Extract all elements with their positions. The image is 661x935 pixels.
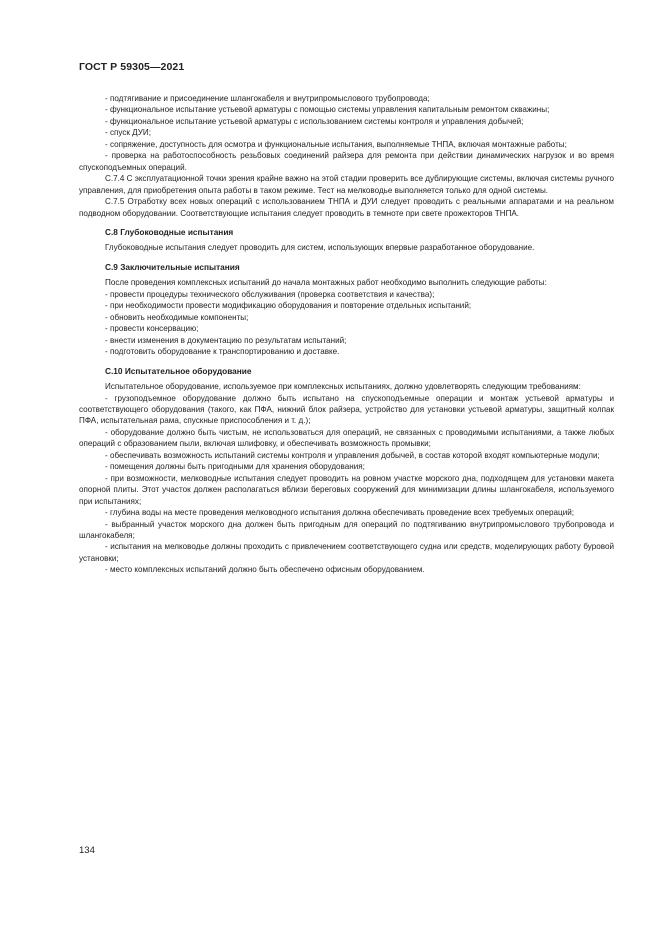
list-item: - испытания на мелководье должны проходить с привлечением соответствующего судна или средств, моделирующих работу буровой установки; bbox=[79, 542, 614, 563]
list-item: - провести консервацию; bbox=[105, 324, 199, 334]
list-item: - оборудование должно быть чистым, не использоваться для операций, не связанных с проводимыми испытаниями, а также любых операций с образованием пыли, включая шлифовку, и обеспечивать возможность промывки; bbox=[79, 427, 614, 449]
list-item: - спуск ДУИ; bbox=[105, 128, 151, 138]
list-item: - внести изменения в документацию по результатам испытаний; bbox=[105, 335, 347, 345]
list-item: - выбранный участок морского дна должен быть пригодным для операций по подтягиванию внутрипромыслового трубопровода и шлангокабеля; bbox=[79, 519, 614, 540]
list-item: - грузоподъемное оборудование должно быть испытано на спускоподъемные операции и монтаж устьевой арматуры и соответствующего оборудования (такого, как ПФА, нижний блок райзера, устройство для установки устьевой арматуры, защитный колпак ПФА, испытательная рама, спускные приспособления и т. д.); bbox=[79, 393, 614, 426]
clause-c75: С.7.5 Отработку всех новых операций с использованием ТНПА и ДУИ следует проводить с реальными аппаратами и на реальном подводном оборудовании. Соответствующие испытания следует проводить в темноте при свете прожекторов ТНПА. bbox=[79, 197, 614, 218]
list-item: - подготовить оборудование к транспортированию и доставке. bbox=[105, 347, 340, 357]
clause-c74: С.7.4 С эксплуатационной точки зрения крайне важно на этой стадии проверить все дублирующие системы, включая системы ручного управления, для приобретения опыта работы в таком режиме. Тест на мелководье выполняется только для одной системы. bbox=[79, 174, 614, 195]
paragraph: После проведения комплексных испытаний до начала монтажных работ необходимо выполнить следующие работы: bbox=[105, 278, 547, 288]
list-item: - глубина воды на месте проведения мелководного испытания должна обеспечивать проведение всех требуемых операций; bbox=[105, 508, 574, 518]
list-item: - при возможности, мелководные испытания следует проводить на ровном участке морского дна, подходящем для установки макета опорной плиты. Этот участок должен располагаться вблизи береговых сооружений для минимизации длины шлангокабеля, используемого при испытаниях; bbox=[79, 473, 614, 506]
list-item: - обеспечивать возможность испытаний системы контроля и управления добычей, в состав которой входят компьютерные модули; bbox=[105, 450, 600, 460]
list-item: - провести процедуры технического обслуживания (проверка соответствия и качества); bbox=[105, 289, 435, 299]
paragraph: Испытательное оборудование, используемое при комплексных испытаниях, должно удовлетворять следующим требованиям: bbox=[105, 382, 581, 392]
list-item: - место комплексных испытаний должно быть обеспечено офисным оборудованием. bbox=[105, 565, 425, 575]
list-item: - подтягивание и присоединение шлангокабеля и внутрипромыслового трубопровода; bbox=[105, 94, 430, 103]
list-item: - функциональное испытание устьевой арматуры с использованием системы контроля и управления добычей; bbox=[105, 116, 524, 126]
document-body bbox=[79, 93, 614, 576]
list-item: - при необходимости провести модификацию оборудования и повторение отдельных испытаний; bbox=[105, 301, 472, 311]
section-heading-c9: С.9 Заключительные испытания bbox=[105, 261, 240, 272]
section-heading-c10: С.10 Испытательное оборудование bbox=[105, 365, 252, 376]
document-header-code: ГОСТ Р 59305—2021 bbox=[79, 61, 185, 73]
list-item: - проверка на работоспособность резьбовых соединений райзера для ремонта при действии динамических нагрузок и во время спускоподъемных операций. bbox=[79, 151, 614, 172]
paragraph: Глубоководные испытания следует проводить для систем, использующих впервые разработанное оборудование. bbox=[105, 243, 535, 253]
list-item: - обновить необходимые компоненты; bbox=[105, 312, 249, 322]
page-number: 134 bbox=[79, 845, 95, 856]
list-item: - сопряжение, доступность для осмотра и функциональные испытания, выполняемые ТНПА, включая монтажные работы; bbox=[105, 139, 567, 149]
list-item: - функциональное испытание устьевой арматуры с помощью системы управления капитальным ремонтом скважины; bbox=[105, 105, 550, 115]
section-heading-c8: С.8 Глубоководные испытания bbox=[105, 226, 234, 237]
list-item: - помещения должны быть пригодными для хранения оборудования; bbox=[105, 462, 365, 472]
